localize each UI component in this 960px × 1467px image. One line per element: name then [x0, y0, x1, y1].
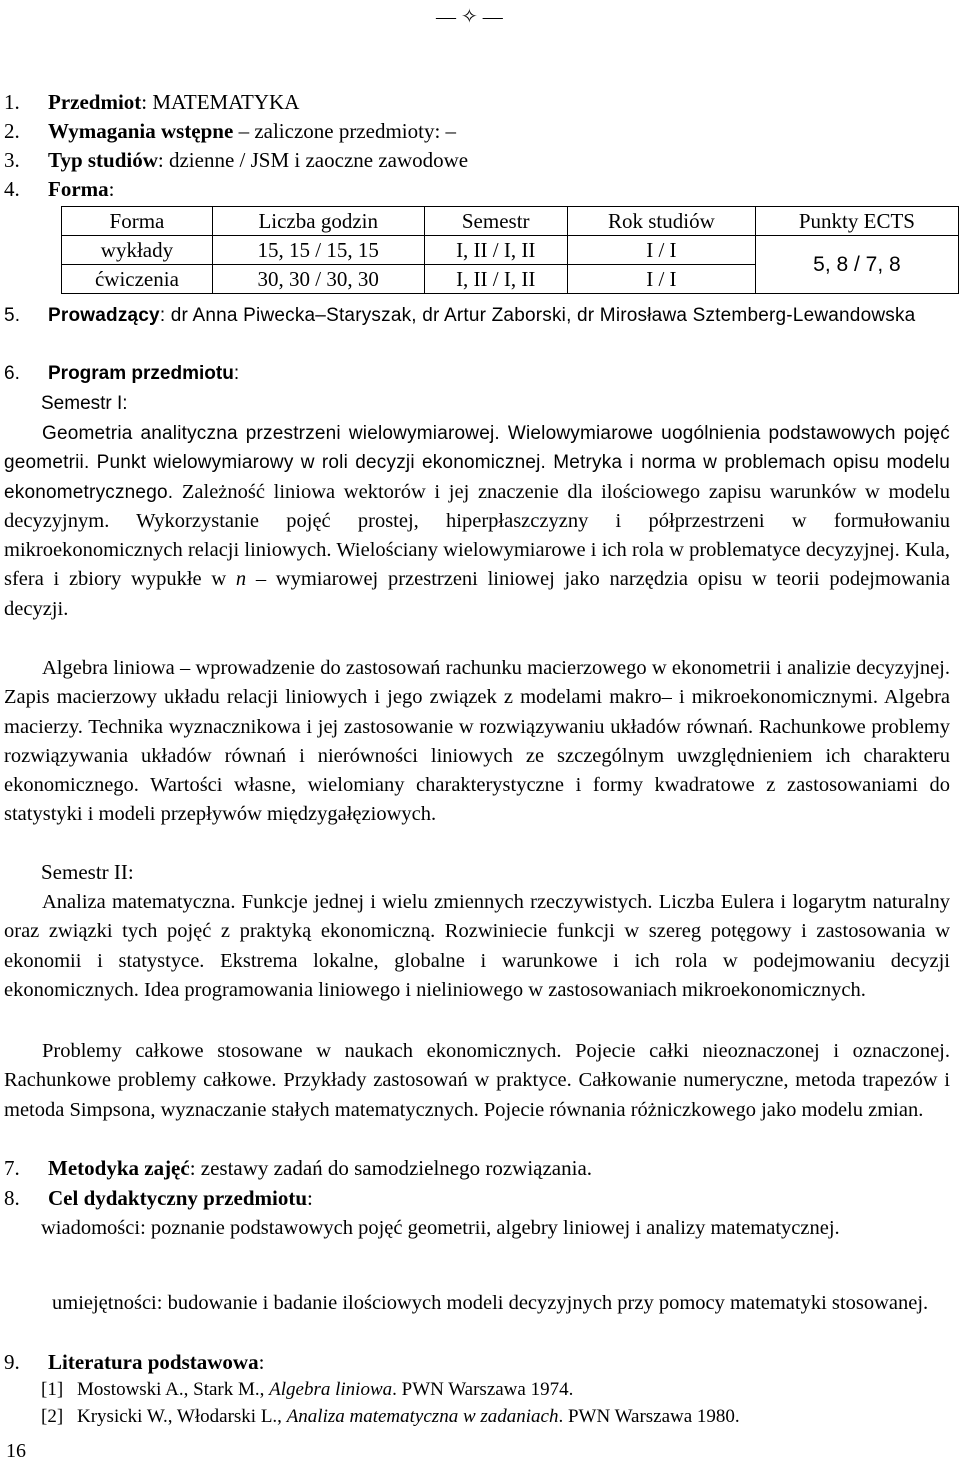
table-cell: I / I [567, 236, 755, 265]
table-cell: I / I [567, 265, 755, 294]
table-header-cell: Rok studiów [567, 207, 755, 236]
table-header-cell: Punkty ECTS [755, 207, 958, 236]
semestr-2-label: Semestr II: [41, 860, 134, 884]
table-header-cell: Forma [62, 207, 213, 236]
reference-item: [2] Krysicki W., Włodarski L., Analiza matematyczna w zadaniach. PWN Warszawa 1980. [41, 1406, 740, 1427]
ects-cell: 5, 8 / 7, 8 [755, 236, 958, 294]
table-header-cell: Semestr [424, 207, 567, 236]
item-forma: 4. Forma: [4, 177, 115, 201]
table-header-cell: Liczba godzin [212, 207, 424, 236]
page-number: 16 [6, 1440, 26, 1462]
header-ornament: — ✧ — [436, 6, 503, 28]
table-row [62, 236, 959, 265]
item-label: Typ studiów [48, 148, 158, 172]
item-label: Metodyka zajęć [48, 1156, 190, 1180]
semestr-1-paragraph-2: Algebra liniowa – wprowadzenie do zastosowań rachunku macierzowego w ekonometrii i analizie decyzyjnej. Zapis macierzowy układu relacji liniowych i jego związek z modelami makro– i mikroekonomicznymi. Algebra macierzy. Technika wyznacznikowa i jej zastosowanie w rozwiązywaniu układów równań. Rachunkowe problemy rozwiązywania układów równań i nierówności liniowych ze szczególnym uwzględnieniem ich charakteru ekonomicznego. Wartości własne, wielomiany charakterystyczne i formy kwadratowe z zastosowaniami do statystyki i modeli przepływów międzygałęziowych. [4, 657, 950, 826]
item-label: Program przedmiotu [48, 363, 234, 384]
table-cell: I, II / I, II [424, 236, 567, 265]
item-wymagania: 2. Wymagania wstępne – zaliczone przedmioty: – [4, 119, 457, 143]
item-cel: 8. Cel dydaktyczny przedmiotu: [4, 1186, 313, 1210]
table-header-row [62, 207, 959, 236]
table-cell: I, II / I, II [424, 265, 567, 294]
reference-item: [1] Mostowski A., Stark M., Algebra liniowa. PWN Warszawa 1974. [41, 1379, 574, 1400]
item-label: Forma [48, 177, 109, 201]
table-cell: ćwiczenia [62, 265, 213, 294]
semestr-1-label: Semestr I: [41, 393, 128, 414]
semestr-2-paragraph-2: Problemy całkowe stosowane w naukach ekonomicznych. Pojecie całki nieoznaczonej i oznaczonej. Rachunkowe problemy całkowe. Przykłady zastosowań w praktyce. Całkowanie numeryczne, metoda trapezów i metoda Simpsona, wyznaczanie stałych matematycznych. Pojecie równania różniczkowego jako modelu zmian. [4, 1040, 950, 1121]
table-cell: 30, 30 / 30, 30 [212, 265, 424, 294]
item-metodyka: 7. Metodyka zajęć: zestawy zadań do samodzielnego rozwiązania. [4, 1156, 593, 1180]
item-label: Literatura podstawowa [48, 1350, 259, 1374]
item-typ-studiow: 3. Typ studiów: dzienne / JSM i zaoczne zawodowe [4, 148, 469, 172]
cel-wiadomosci: wiadomości: poznanie podstawowych pojęć geometrii, algebry liniowej i analizy matematycznej. [41, 1217, 840, 1239]
table-cell: wykłady [62, 236, 213, 265]
semestr-2-paragraph-1: Analiza matematyczna. Funkcje jednej i wielu zmiennych rzeczywistych. Liczba Eulera i logarytm naturalny oraz związki tych pojęć z praktyką ekonomiczną. Rozwiniecie funkcji w szereg potęgowy i zastosowania w ekonomii i statystyce. Ekstrema lokalne, globalne i warunkowe i ich rola w podejmowaniu decyzji ekonomicznych. Idea programowania liniowego i nieliniowego w zastosowaniach mikroekonomicznych. [4, 891, 950, 1001]
cel-umiejetnosci: umiejętności: budowanie i badanie ilościowych modeli decyzyjnych przy pomocy matematyki stosowanej. [52, 1292, 929, 1314]
semestr-1-paragraph-1: Geometria analityczna przestrzeni wielowymiarowej. Wielowymiarowe uogólnienia podstawowych pojęć geometrii. Punkt wielowymiarowy w roli decyzji ekonomicznej. Metryka i norma w problemach opisu modelu ekonometrycznego. Zależność liniowa wektorów i jej znaczenie dla ilościowego zapisu warunków w modelu decyzyjnym. Wykorzystanie pojęć prostej, hiperpłaszczyzny i półprzestrzeni w formułowaniu mikroekonomicznych relacji liniowych. Wielościany wielowymiarowe i ich rola w problematyce decyzyjnej. Kula, sfera i zbiory wypukłe w n – wymiarowej przestrzeni liniowej jako narzędzia opisu w teorii podejmowania decyzji. [4, 423, 951, 620]
item-program: 6. Program przedmiotu: [4, 363, 240, 384]
item-przedmiot: 1. Przedmiot: MATEMATYKA [4, 90, 300, 114]
item-prowadzacy: 5. Prowadzący: dr Anna Piwecka–Staryszak, dr Artur Zaborski, dr Mirosława Sztemberg-Lewandowska [4, 305, 916, 326]
item-label: Cel dydaktyczny przedmiotu [48, 1186, 307, 1210]
forma-table [61, 206, 959, 294]
item-label: Wymagania wstępne [48, 119, 234, 143]
item-literatura: 9. Literatura podstawowa: [4, 1350, 265, 1374]
item-label: Prowadzący [48, 305, 160, 326]
item-label: Przedmiot [48, 90, 142, 114]
table-cell: 15, 15 / 15, 15 [212, 236, 424, 265]
